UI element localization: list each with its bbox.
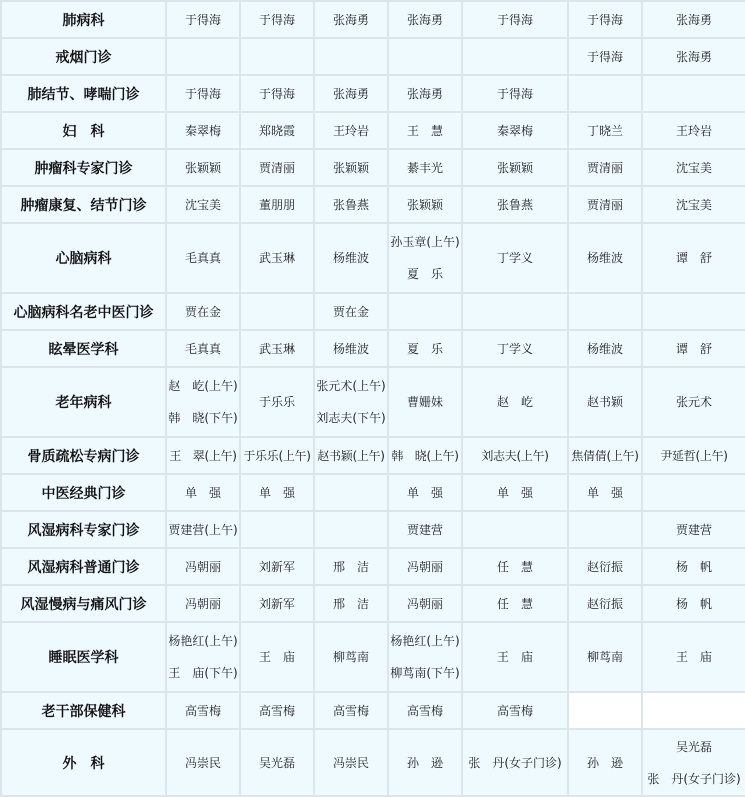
schedule-cell: [315, 549, 387, 584]
schedule-cell: [241, 730, 313, 795]
schedule-cell: [241, 187, 313, 222]
schedule-cell: [643, 586, 745, 621]
doctor-name: 杨维波: [332, 341, 369, 356]
doctor-name: 柳茑南: [586, 650, 623, 664]
department-name: 心脑病科名老中医门诊: [2, 294, 165, 329]
schedule-cell: [315, 294, 387, 329]
table-row: [2, 730, 745, 795]
schedule-cell: [463, 294, 567, 329]
schedule-cell: [643, 331, 745, 366]
schedule-cell: [389, 438, 461, 473]
schedule-cell: [241, 224, 313, 292]
department-name: 外 科: [2, 730, 165, 795]
schedule-cell: [569, 113, 641, 148]
doctor-name: 赵书颖(上午): [317, 448, 385, 463]
table-row: [2, 150, 745, 185]
doctor-name: 夏 乐: [406, 341, 443, 356]
schedule-cell: [389, 2, 461, 37]
schedule-cell: [643, 693, 745, 728]
doctor-name: 张颖颖: [496, 160, 533, 175]
schedule-cell: [569, 549, 641, 584]
schedule-cell: [315, 512, 387, 547]
schedule-cell: [241, 623, 313, 691]
schedule-cell: [643, 475, 745, 510]
schedule-cell: [569, 512, 641, 547]
schedule-cell: [167, 113, 239, 148]
table-row: [2, 113, 745, 148]
schedule-cell: [463, 2, 567, 37]
schedule-cell: [167, 187, 239, 222]
doctor-name: 王玲岩: [332, 123, 369, 138]
doctor-name: 于得海: [258, 86, 295, 101]
table-row: [2, 294, 745, 329]
schedule-cell: [241, 549, 313, 584]
doctor-name: 武玉琳: [258, 341, 295, 356]
schedule-cell: [463, 187, 567, 222]
doctor-name: 张海勇: [332, 12, 369, 27]
schedule-cell: [389, 331, 461, 366]
schedule-cell: [569, 76, 641, 111]
doctor-name: 杨艳红(上午): [168, 634, 238, 648]
doctor-name: 刘新军: [258, 596, 295, 611]
schedule-cell: [241, 76, 313, 111]
doctor-name: 夏 乐: [406, 267, 443, 281]
doctor-name: 沈宝美: [184, 197, 221, 212]
department-name: 中医经典门诊: [2, 475, 165, 510]
doctor-name: 于得海: [586, 49, 623, 64]
schedule-cell: [389, 693, 461, 728]
doctor-name: 杨维波: [586, 341, 623, 356]
doctor-name: 冯朝丽: [184, 559, 221, 574]
doctor-name: 王 庙: [258, 650, 295, 664]
doctor-name: 于得海: [586, 12, 623, 27]
doctor-name: 柳茑南: [332, 650, 369, 664]
schedule-cell: [241, 113, 313, 148]
schedule-cell: [463, 331, 567, 366]
schedule-cell: [463, 224, 567, 292]
schedule-cell: [315, 331, 387, 366]
department-name: 睡眠医学科: [2, 623, 165, 691]
schedule-cell: [241, 368, 313, 436]
schedule-cell: [241, 693, 313, 728]
schedule-cell: [389, 113, 461, 148]
schedule-cell: [315, 730, 387, 795]
schedule-cell: [463, 693, 567, 728]
doctor-name: 贾清丽: [258, 160, 295, 175]
schedule-cell: [569, 150, 641, 185]
doctor-name: 任 慧: [496, 559, 533, 574]
schedule-cell: [643, 76, 745, 111]
schedule-cell: [643, 549, 745, 584]
department-name: 妇 科: [2, 113, 165, 148]
schedule-cell: [569, 39, 641, 74]
table-row: [2, 438, 745, 473]
table-row: [2, 549, 745, 584]
schedule-cell: [315, 586, 387, 621]
department-name: 肺结节、哮喘门诊: [2, 76, 165, 111]
table-row: [2, 475, 745, 510]
doctor-name: 杨维波: [586, 251, 623, 265]
schedule-cell: [569, 294, 641, 329]
table-row: [2, 512, 745, 547]
schedule-cell: [315, 39, 387, 74]
doctor-name: 韩 晓(下午): [168, 411, 238, 425]
doctor-name: 于得海: [496, 12, 533, 27]
doctor-name: 贾清丽: [586, 160, 623, 175]
doctor-name: 赵书颖: [586, 395, 623, 409]
schedule-cell: [315, 693, 387, 728]
schedule-cell: [389, 730, 461, 795]
doctor-name: 杨 帆: [675, 559, 712, 574]
doctor-name: 冯朝丽: [406, 596, 443, 611]
schedule-cell: [167, 2, 239, 37]
doctor-name: 张 丹(女子门诊): [468, 755, 562, 770]
schedule-cell: [315, 475, 387, 510]
doctor-name: 郑晓霞: [258, 123, 295, 138]
doctor-name: 单 强: [586, 485, 623, 500]
schedule-cell: [463, 76, 567, 111]
schedule-cell: [167, 512, 239, 547]
schedule-cell: [569, 368, 641, 436]
schedule-cell: [463, 475, 567, 510]
schedule-cell: [241, 512, 313, 547]
doctor-name: 张海勇: [675, 49, 712, 64]
doctor-name: 毛真真: [184, 341, 221, 356]
doctor-name: 于乐乐: [258, 395, 295, 409]
doctor-name: 张鲁燕: [496, 197, 533, 212]
department-name: 肿瘤康复、结节门诊: [2, 187, 165, 222]
department-name: 心脑病科: [2, 224, 165, 292]
doctor-name: 王 庙: [496, 650, 533, 664]
schedule-cell: [167, 623, 239, 691]
schedule-cell: [569, 586, 641, 621]
doctor-name: 沈宝美: [675, 197, 712, 212]
doctor-name: 杨艳红(上午): [390, 634, 460, 648]
doctor-name: 赵衍振: [586, 596, 623, 611]
schedule-cell: [389, 187, 461, 222]
doctor-name: 单 强: [184, 485, 221, 500]
doctor-name: 张颖颖: [406, 197, 443, 212]
department-name: 骨质疏松专病门诊: [2, 438, 165, 473]
schedule-cell: [643, 224, 745, 292]
schedule-cell: [167, 693, 239, 728]
schedule-cell: [643, 294, 745, 329]
schedule-cell: [241, 331, 313, 366]
schedule-cell: [241, 2, 313, 37]
doctor-name: 高雪梅: [496, 703, 533, 718]
schedule-cell: [315, 150, 387, 185]
doctor-name: 赵 屹(上午): [168, 379, 238, 393]
schedule-cell: [167, 586, 239, 621]
doctor-name: 贾建营: [406, 522, 443, 537]
schedule-cell: [241, 475, 313, 510]
doctor-name: 任 慧: [496, 596, 533, 611]
doctor-name: 董朋朋: [258, 197, 295, 212]
doctor-name: 冯朝丽: [184, 596, 221, 611]
doctor-name: 曹姗妹: [406, 395, 443, 409]
doctor-name: 王 庙(下午): [168, 666, 238, 680]
schedule-cell: [389, 39, 461, 74]
schedule-cell: [241, 39, 313, 74]
schedule-cell: [643, 187, 745, 222]
schedule-cell: [569, 623, 641, 691]
doctor-name: 张颖颖: [332, 160, 369, 175]
table-row: [2, 39, 745, 74]
doctor-name: 綦丰光: [406, 160, 443, 175]
doctor-name: 柳茑南(下午): [390, 666, 460, 680]
doctor-name: 张海勇: [406, 12, 443, 27]
schedule-cell: [463, 512, 567, 547]
schedule-cell: [167, 368, 239, 436]
doctor-name: 张鲁燕: [332, 197, 369, 212]
schedule-cell: [167, 39, 239, 74]
doctor-name: 高雪梅: [258, 703, 295, 718]
doctor-name: 于得海: [184, 12, 221, 27]
schedule-cell: [389, 512, 461, 547]
table-row: [2, 693, 745, 728]
schedule-cell: [463, 438, 567, 473]
doctor-name: 孙 逊: [406, 755, 443, 770]
schedule-cell: [463, 368, 567, 436]
schedule-cell: [569, 331, 641, 366]
doctor-name: 秦翠梅: [496, 123, 533, 138]
table-row: [2, 586, 745, 621]
schedule-cell: [315, 76, 387, 111]
schedule-cell: [167, 76, 239, 111]
table-row: [2, 623, 745, 691]
schedule-cell: [569, 2, 641, 37]
table-row: [2, 187, 745, 222]
schedule-cell: [315, 113, 387, 148]
schedule-cell: [463, 730, 567, 795]
doctor-name: 刘志夫(下午): [316, 411, 386, 425]
doctor-name: 于得海: [496, 86, 533, 101]
schedule-cell: [389, 224, 461, 292]
doctor-name: 于得海: [258, 12, 295, 27]
schedule-cell: [389, 549, 461, 584]
schedule-cell: [569, 693, 641, 728]
doctor-name: 王玲岩: [675, 123, 712, 138]
schedule-cell: [241, 294, 313, 329]
schedule-cell: [315, 438, 387, 473]
schedule-cell: [389, 475, 461, 510]
schedule-cell: [643, 113, 745, 148]
doctor-name: 吴光磊: [675, 739, 712, 754]
table-row: [2, 331, 745, 366]
doctor-name: 贾建营(上午): [168, 522, 238, 537]
doctor-name: 韩 晓(上午): [391, 448, 459, 463]
schedule-cell: [315, 187, 387, 222]
doctor-name: 孙 逊: [586, 755, 623, 770]
schedule-cell: [643, 730, 745, 795]
doctor-name: 于乐乐(上午): [243, 448, 311, 463]
doctor-name: 丁晓兰: [586, 123, 623, 138]
schedule-cell: [389, 294, 461, 329]
doctor-name: 尹延哲(上午): [660, 448, 728, 463]
schedule-cell: [463, 586, 567, 621]
doctor-name: 单 强: [496, 485, 533, 500]
doctor-name: 丁学义: [496, 251, 533, 265]
schedule-cell: [643, 512, 745, 547]
doctor-name: 丁学义: [496, 341, 533, 356]
schedule-cell: [167, 438, 239, 473]
table-row: [2, 368, 745, 436]
department-name: 戒烟门诊: [2, 39, 165, 74]
schedule-cell: [167, 730, 239, 795]
schedule-cell: [389, 586, 461, 621]
schedule-cell: [463, 150, 567, 185]
schedule-cell: [389, 623, 461, 691]
schedule-cell: [389, 76, 461, 111]
doctor-name: 高雪梅: [406, 703, 443, 718]
schedule-cell: [569, 438, 641, 473]
schedule-cell: [167, 549, 239, 584]
doctor-name: 杨维波: [332, 251, 369, 265]
doctor-name: 张海勇: [332, 86, 369, 101]
doctor-name: 冯崇民: [332, 755, 369, 770]
doctor-name: 武玉琳: [258, 251, 295, 265]
schedule-cell: [315, 2, 387, 37]
doctor-name: 王 庙: [675, 650, 712, 664]
doctor-name: 张元术(上午): [316, 379, 386, 393]
doctor-name: 张海勇: [675, 12, 712, 27]
doctor-name: 邢 洁: [332, 559, 369, 574]
schedule-cell: [463, 549, 567, 584]
schedule-cell: [167, 150, 239, 185]
schedule-cell: [167, 331, 239, 366]
schedule-cell: [167, 224, 239, 292]
doctor-name: 单 强: [258, 485, 295, 500]
department-name: 老年病科: [2, 368, 165, 436]
doctor-name: 贾清丽: [586, 197, 623, 212]
table-row: [2, 2, 745, 37]
doctor-name: 孙玉章(上午): [390, 235, 460, 249]
schedule-cell: [241, 586, 313, 621]
doctor-name: 吴光磊: [258, 755, 295, 770]
department-name: 风湿慢病与痛风门诊: [2, 586, 165, 621]
schedule-cell: [643, 150, 745, 185]
schedule-body: [2, 2, 745, 795]
doctor-name: 张海勇: [406, 86, 443, 101]
schedule-cell: [643, 39, 745, 74]
department-name: 肺病科: [2, 2, 165, 37]
doctor-name: 杨 帆: [675, 596, 712, 611]
doctor-name: 高雪梅: [184, 703, 221, 718]
doctor-name: 秦翠梅: [184, 123, 221, 138]
doctor-name: 刘新军: [258, 559, 295, 574]
doctor-name: 于得海: [184, 86, 221, 101]
schedule-cell: [643, 438, 745, 473]
schedule-cell: [463, 113, 567, 148]
doctor-name: 高雪梅: [332, 703, 369, 718]
department-name: 风湿病科专家门诊: [2, 512, 165, 547]
doctor-name: 王 慧: [406, 123, 443, 138]
schedule-cell: [463, 623, 567, 691]
doctor-name: 谭 舒: [675, 341, 712, 356]
doctor-name: 张 丹(女子门诊): [647, 771, 741, 786]
doctor-name: 赵衍振: [586, 559, 623, 574]
doctor-name: 谭 舒: [675, 251, 712, 265]
doctor-name: 冯朝丽: [406, 559, 443, 574]
doctor-name: 贾建营: [675, 522, 712, 537]
schedule-cell: [315, 224, 387, 292]
schedule-cell: [167, 294, 239, 329]
schedule-cell: [315, 368, 387, 436]
schedule-cell: [389, 368, 461, 436]
schedule-cell: [569, 224, 641, 292]
doctor-name: 张元术: [675, 395, 712, 409]
doctor-name: 邢 洁: [332, 596, 369, 611]
doctor-name: 刘志夫(上午): [481, 448, 549, 463]
doctor-name: 单 强: [406, 485, 443, 500]
schedule-cell: [463, 39, 567, 74]
department-name: 老干部保健科: [2, 693, 165, 728]
schedule-cell: [643, 2, 745, 37]
doctor-name: 冯崇民: [184, 755, 221, 770]
doctor-name: 张颖颖: [184, 160, 221, 175]
schedule-cell: [569, 730, 641, 795]
department-name: 肿瘤科专家门诊: [2, 150, 165, 185]
schedule-cell: [643, 368, 745, 436]
schedule-cell: [569, 475, 641, 510]
schedule-cell: [241, 150, 313, 185]
doctor-name: 王 翠(上午): [169, 448, 237, 463]
table-row: [2, 224, 745, 292]
doctor-name: 赵 屹: [496, 395, 533, 409]
schedule-cell: [389, 150, 461, 185]
doctor-name: 毛真真: [184, 251, 221, 265]
department-name: 眩晕医学科: [2, 331, 165, 366]
doctor-name: 贾在金: [184, 304, 221, 319]
doctor-name: 沈宝美: [675, 160, 712, 175]
schedule-cell: [167, 475, 239, 510]
schedule-cell: [315, 623, 387, 691]
schedule-cell: [241, 438, 313, 473]
department-name: 风湿病科普通门诊: [2, 549, 165, 584]
table-row: [2, 76, 745, 111]
doctor-name: 焦倩倩(上午): [571, 448, 639, 463]
doctor-name: 贾在金: [332, 304, 369, 319]
schedule-cell: [643, 623, 745, 691]
schedule-cell: [569, 187, 641, 222]
